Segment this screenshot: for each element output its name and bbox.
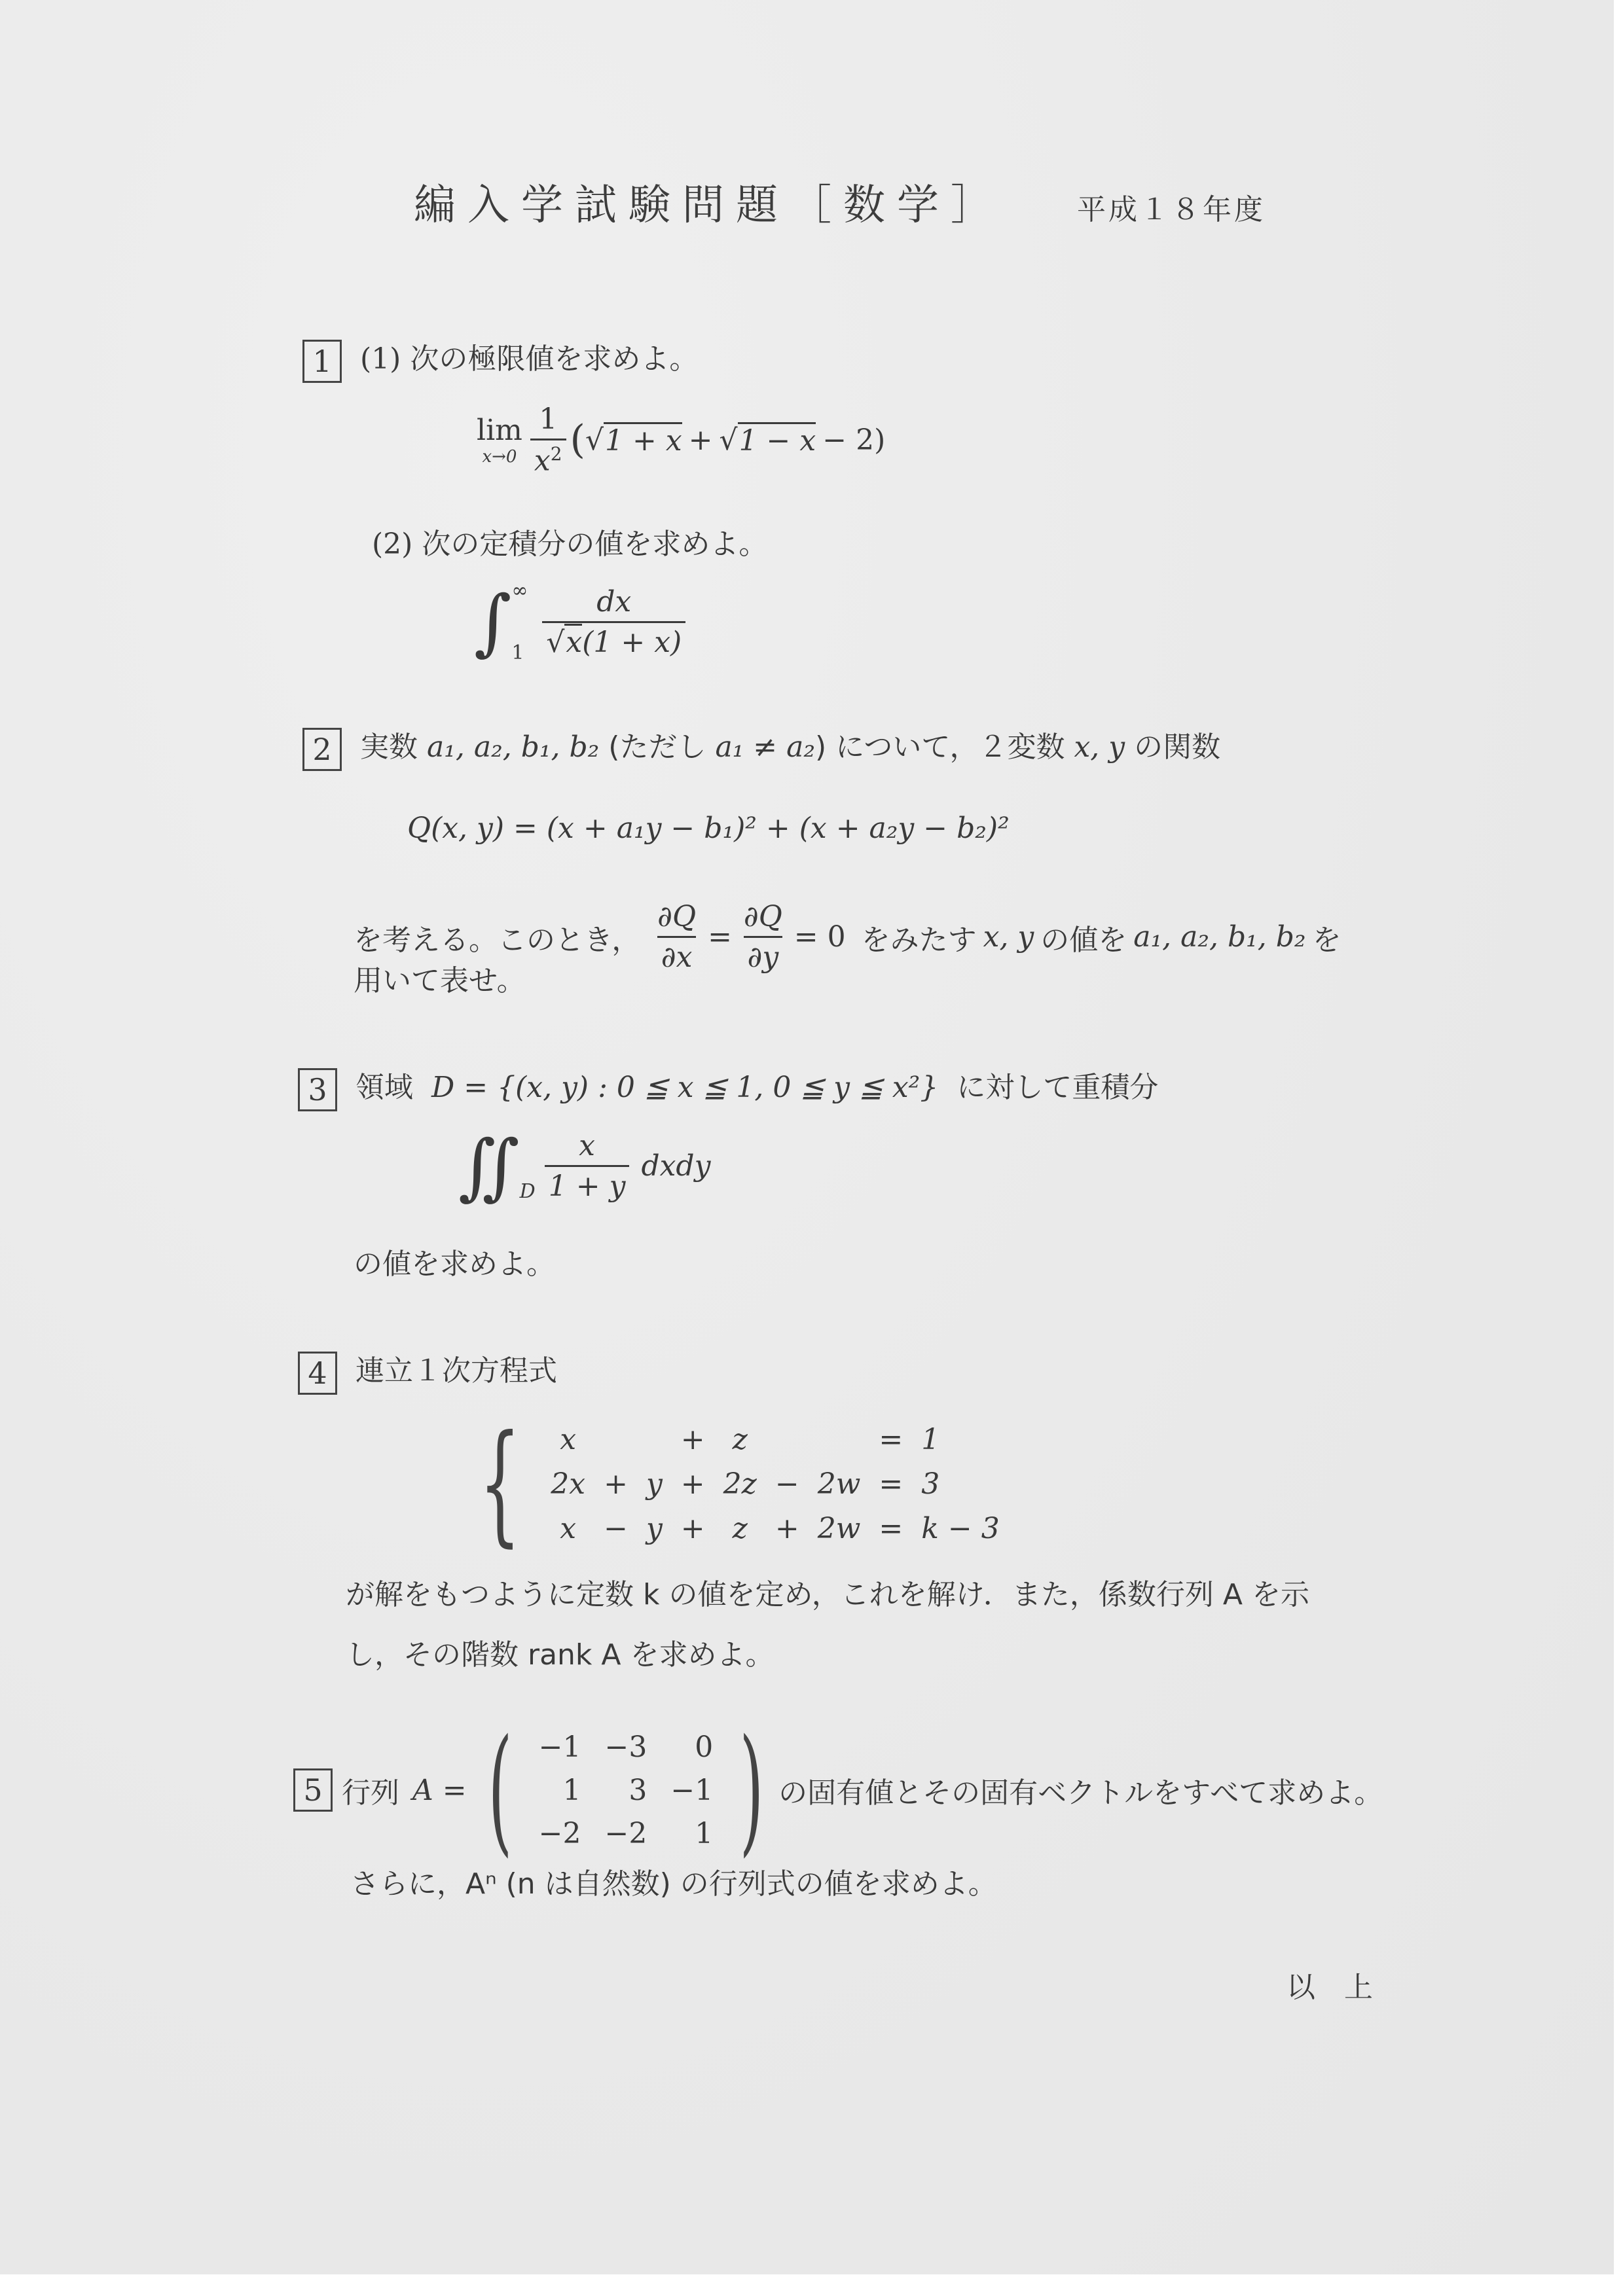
problem-4-line-2: し，その階数 rank A を求めよ。 — [346, 1638, 775, 1672]
domain-definition: D = {(x, y) : 0 ≦ x ≦ 1, 0 ≦ y ≦ x²} — [431, 1071, 939, 1104]
problem-number-box: 2 — [302, 728, 342, 771]
upper-limit: ∞ — [511, 579, 528, 602]
variables-xy: x, y — [1074, 730, 1125, 764]
integral-sign-icon: ∫ — [474, 580, 512, 664]
numerator: x — [579, 1129, 595, 1162]
text-segment: を考える。このとき， — [354, 923, 641, 957]
text-segment: の関数 — [1134, 730, 1221, 764]
problem-2-line-1 — [302, 723, 1220, 771]
problem-number-box: 1 — [302, 340, 342, 383]
part-label: (2) — [372, 528, 413, 561]
integrand-fraction — [545, 1129, 630, 1203]
text-segment: ) について，２変数 — [815, 730, 1065, 764]
part-instruction: 次の定積分の値を求めよ。 — [422, 528, 768, 561]
differential: dxdy — [641, 1149, 711, 1183]
problem-3-line-2: の値を求めよ。 — [354, 1247, 555, 1281]
matrix-row: 1 3 −1 — [562, 1773, 714, 1807]
sqrt-term-1: 1 + x — [604, 422, 682, 457]
matrix-row: −1 −3 0 — [538, 1730, 714, 1764]
sqrt-x: x — [564, 624, 582, 659]
fraction-denominator: x — [534, 444, 551, 478]
integrand-numerator: dx — [596, 584, 632, 619]
denominator: ∂x — [657, 936, 697, 974]
lim-operator: lim — [477, 413, 522, 447]
problem-number-box: 4 — [298, 1352, 337, 1395]
matrix-label: A = — [412, 1773, 467, 1807]
lower-limit: 1 — [511, 641, 524, 664]
equation-row: x + z = 1 — [560, 1422, 940, 1456]
integrand-fraction: $\frac{dx}{√x(1 + x)}$ — [542, 585, 685, 659]
problem-number-box: 5 — [293, 1768, 333, 1812]
denominator-rest: (1 + x) — [582, 625, 682, 659]
sqrt-term-2: 1 − x — [738, 422, 816, 457]
open-paren: ( — [570, 417, 585, 463]
equation-table — [541, 1417, 1009, 1551]
left-paren-icon: ( — [488, 1710, 513, 1870]
heading-text: 連立１次方程式 — [356, 1354, 557, 1388]
text-segment: 領域 — [356, 1071, 413, 1104]
equation-row: 2x + y + 2z − 2w = 3 — [551, 1467, 940, 1501]
matrix-row: −2 −2 1 — [538, 1816, 714, 1850]
left-brace-icon: { — [479, 1407, 521, 1560]
problem-3-line-1 — [298, 1064, 1158, 1111]
equation-row: x − y + z + 2w = k − 3 — [560, 1511, 1000, 1545]
denominator: 1 + y — [545, 1165, 630, 1203]
problem-4-heading — [298, 1347, 557, 1395]
partial-derivative-y — [740, 900, 786, 974]
limit-formula: lim x→0 $\frac{1}{x^2}$ ( √ 1 + x + √ 1 − x − 2) — [477, 403, 886, 478]
variables-xy: x, y — [983, 920, 1034, 954]
problem-5-line-1 — [293, 1710, 1383, 1870]
text-segment: をみたす — [861, 923, 977, 957]
lim-subscript: x→0 — [482, 446, 517, 467]
equals-sign: = — [708, 920, 732, 954]
integral-domain: D — [519, 1180, 536, 1203]
variables: a₁, a₂, b₁, b₂ — [427, 730, 600, 764]
end-mark: 以 上 — [1286, 1971, 1373, 2004]
variables: a₁, a₂, b₁, b₂ — [1133, 920, 1306, 954]
exponent: 2 — [550, 443, 562, 465]
text-segment: 実数 — [360, 730, 418, 764]
numerator: ∂Q — [743, 900, 782, 933]
text-segment: を — [1312, 923, 1341, 957]
definite-integral-formula — [474, 579, 689, 664]
problem-1-part-2-line — [372, 520, 767, 562]
problem-5-line-2: さらに，Aⁿ (n は自然数) の行列式の値を求めよ。 — [350, 1867, 997, 1901]
page-title: 編入学試験問題［数学］ — [414, 181, 1004, 230]
text-segment: (ただし — [608, 730, 706, 764]
double-integral-formula — [458, 1124, 711, 1208]
formula-tail: − 2) — [822, 423, 886, 457]
exam-year: 平成１８年度 — [1077, 193, 1266, 226]
problem-1-part-1-line — [302, 335, 698, 383]
q-function-formula: Q(x, y) = (x + a₁y − b₁)² + (x + a₂y − b₂)² — [407, 812, 1010, 845]
text-segment: の固有値とその固有ベクトルをすべて求めよ。 — [778, 1776, 1383, 1810]
numerator: ∂Q — [657, 900, 697, 933]
plus-sign: + — [688, 423, 713, 457]
partial-derivative-x — [653, 900, 700, 974]
condition: a₁ ≠ a₂ — [715, 730, 816, 764]
part-label: (1) — [360, 342, 401, 376]
matrix-a — [527, 1725, 725, 1855]
fraction-numerator: 1 — [539, 403, 558, 436]
text-segment: 行列 — [342, 1776, 399, 1810]
equals-zero: = 0 — [793, 920, 846, 954]
denominator: ∂y — [744, 936, 783, 974]
text-segment: に対して重積分 — [957, 1071, 1159, 1104]
problem-2-line-3: 用いて表せ。 — [354, 964, 526, 997]
fraction — [530, 403, 566, 478]
double-integral-sign-icon: ∬ — [458, 1124, 520, 1208]
part-instruction: 次の極限値を求めよ。 — [410, 342, 699, 376]
problem-number-box: 3 — [298, 1068, 337, 1111]
problem-4-line-1: が解をもつように定数 k の値を定め，これを解け．また，係数行列 A を示 — [346, 1578, 1310, 1611]
equation-system — [458, 1407, 1009, 1560]
text-segment: の値を — [1040, 923, 1127, 957]
right-paren-icon: ) — [739, 1710, 764, 1870]
